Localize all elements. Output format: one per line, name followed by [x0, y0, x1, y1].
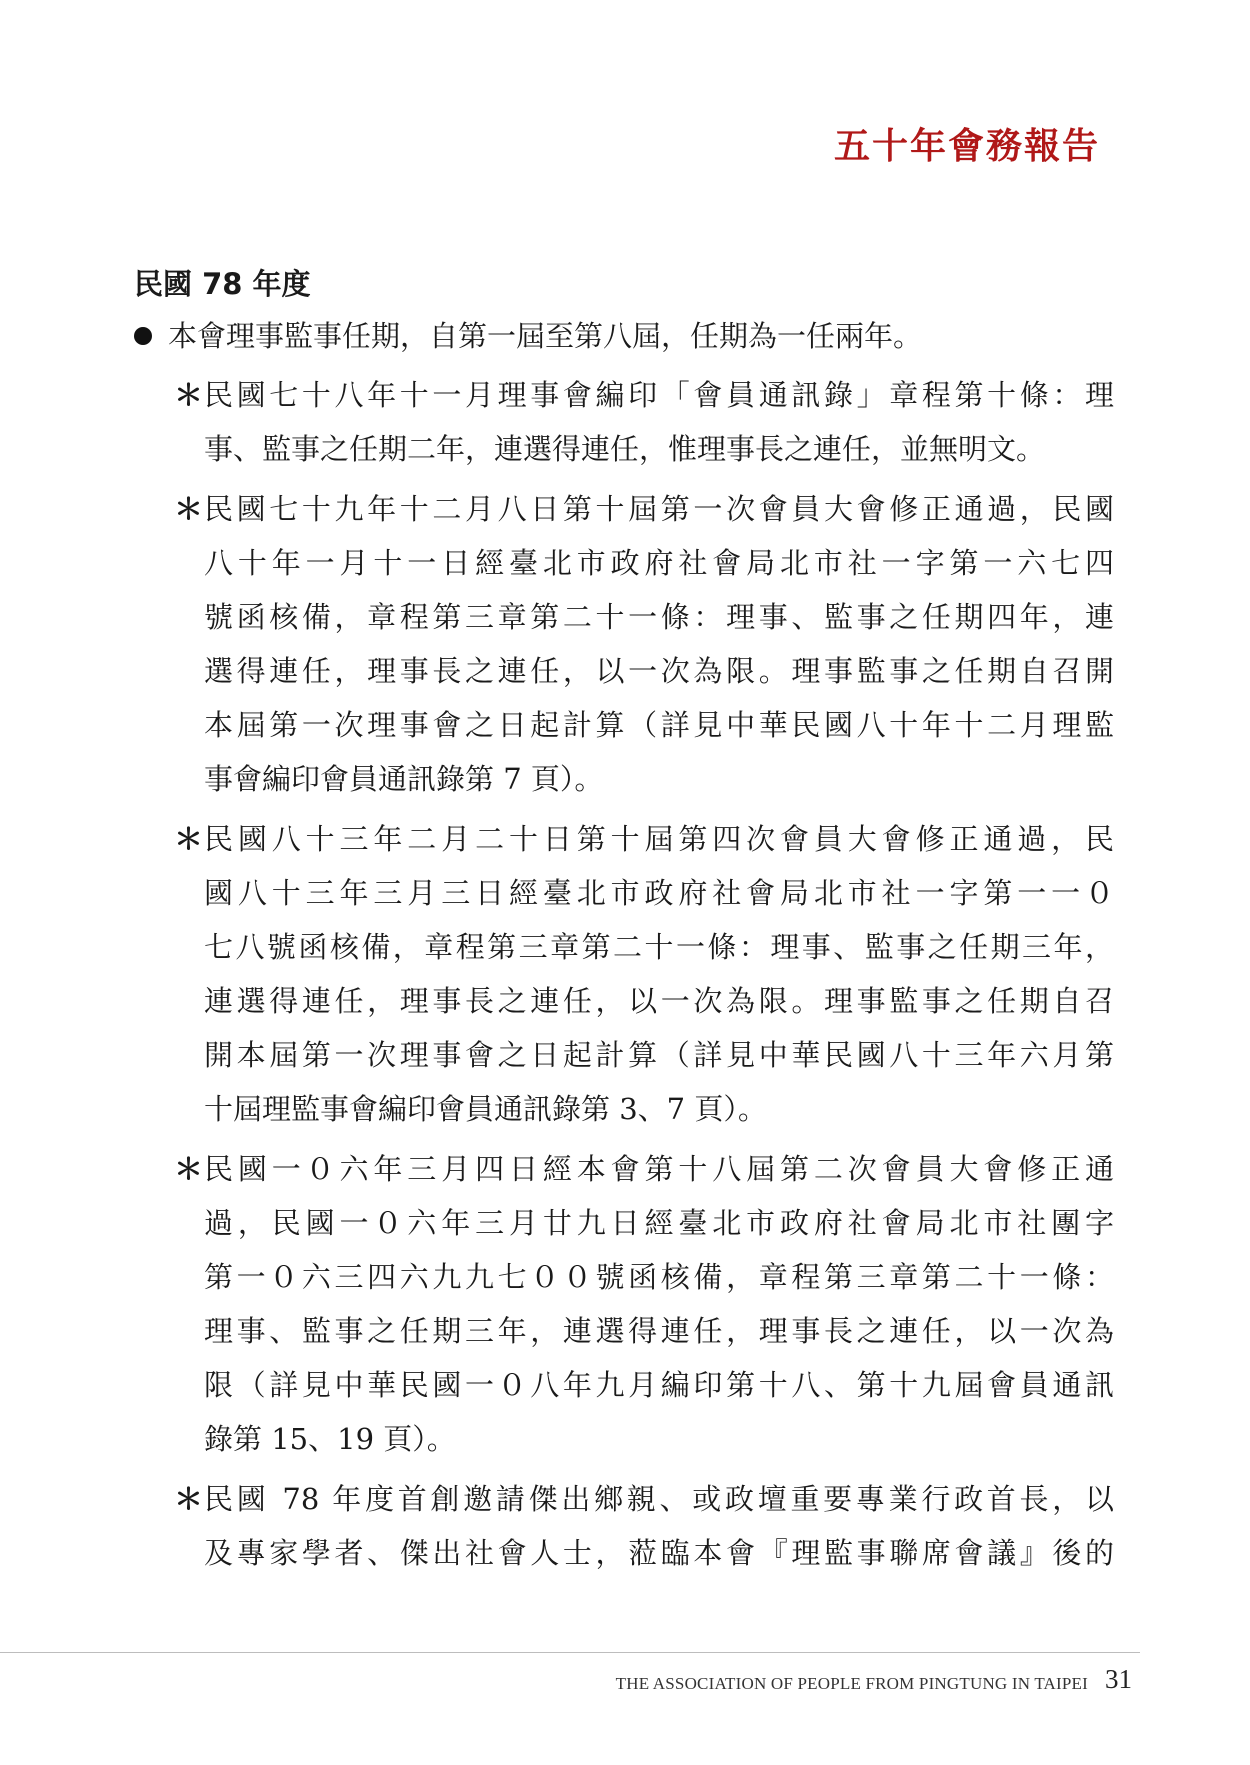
page-number: 31: [1105, 1664, 1132, 1694]
footer-divider: [0, 1652, 1140, 1653]
note-line: 及專家學者、傑出社會人士，蒞臨本會『理監事聯席會議』後的: [204, 1536, 1114, 1570]
note-line: 民國七十八年十一月理事會編印「會員通訊錄」章程第十條：理: [204, 378, 1114, 412]
running-header-title: 五十年會務報告: [833, 125, 1100, 167]
note-line: 開本屆第一次理事會之日起計算（詳見中華民國八十三年六月第: [204, 1038, 1114, 1072]
notes-list: [174, 368, 1114, 1586]
asterisk-icon: ＊: [174, 1482, 204, 1516]
note-item: [174, 368, 1114, 476]
asterisk-icon: ＊: [174, 822, 204, 856]
asterisk-icon: ＊: [174, 1152, 204, 1186]
note-line: 連選得連任，理事長之連任，以一次為限。理事監事之任期自召: [204, 984, 1114, 1018]
note-line: 十屆理監事會編印會員通訊錄第 3、7 頁）。: [204, 1092, 767, 1126]
bullet-dot-icon: [134, 327, 152, 345]
asterisk-icon: ＊: [174, 492, 204, 526]
bullet-text: 本會理事監事任期，自第一屆至第八屆，任期為一任兩年。: [168, 319, 923, 353]
note-line: 理事、監事之任期三年，連選得連任，理事長之連任，以一次為: [204, 1314, 1114, 1348]
note-line: 號函核備，章程第三章第二十一條：理事、監事之任期四年，連: [204, 600, 1114, 634]
note-line: 國八十三年三月三日經臺北市政府社會局北市社一字第一一０: [204, 876, 1114, 910]
note-line: 民國 78 年度首創邀請傑出鄉親、或政壇重要專業行政首長，以: [204, 1482, 1114, 1516]
note-line: 八十年一月十一日經臺北市政府社會局北市社一字第一六七四: [204, 546, 1114, 580]
note-line: 民國一０六年三月四日經本會第十八屆第二次會員大會修正通: [204, 1152, 1114, 1186]
note-line: 選得連任，理事長之連任，以一次為限。理事監事之任期自召開: [204, 654, 1114, 688]
note-line: 事、監事之任期二年，連選得連任，惟理事長之連任，並無明文。: [204, 432, 1046, 466]
note-item: [174, 482, 1114, 806]
note-line: 限（詳見中華民國一０八年九月編印第十八、第十九屆會員通訊: [204, 1368, 1114, 1402]
note-line: 第一０六三四六九九七００號函核備，章程第三章第二十一條：: [204, 1260, 1114, 1294]
note-line: 本屆第一次理事會之日起計算（詳見中華民國八十年十二月理監: [204, 708, 1114, 742]
footer-association-name: THE ASSOCIATION OF PEOPLE FROM PINGTUNG IN TAIPEI: [615, 1674, 1088, 1693]
note-line: 錄第 15、19 頁）。: [204, 1422, 456, 1456]
note-line: 事會編印會員通訊錄第 7 頁）。: [204, 762, 604, 796]
note-line: 七八號函核備，章程第三章第二十一條：理事、監事之任期三年，: [204, 930, 1114, 964]
section-title: 民國 78 年度: [134, 267, 311, 301]
note-line: 民國七十九年十二月八日第十屆第一次會員大會修正通過，民國: [204, 492, 1114, 526]
note-item: [174, 812, 1114, 1136]
bullet-item: [134, 312, 922, 360]
asterisk-icon: ＊: [174, 378, 204, 412]
note-line: 過，民國一０六年三月廿九日經臺北市政府社會局北市社團字: [204, 1206, 1114, 1240]
note-line: 民國八十三年二月二十日第十屆第四次會員大會修正通過，民: [204, 822, 1114, 856]
note-item: [174, 1142, 1114, 1466]
note-item: [174, 1472, 1114, 1580]
